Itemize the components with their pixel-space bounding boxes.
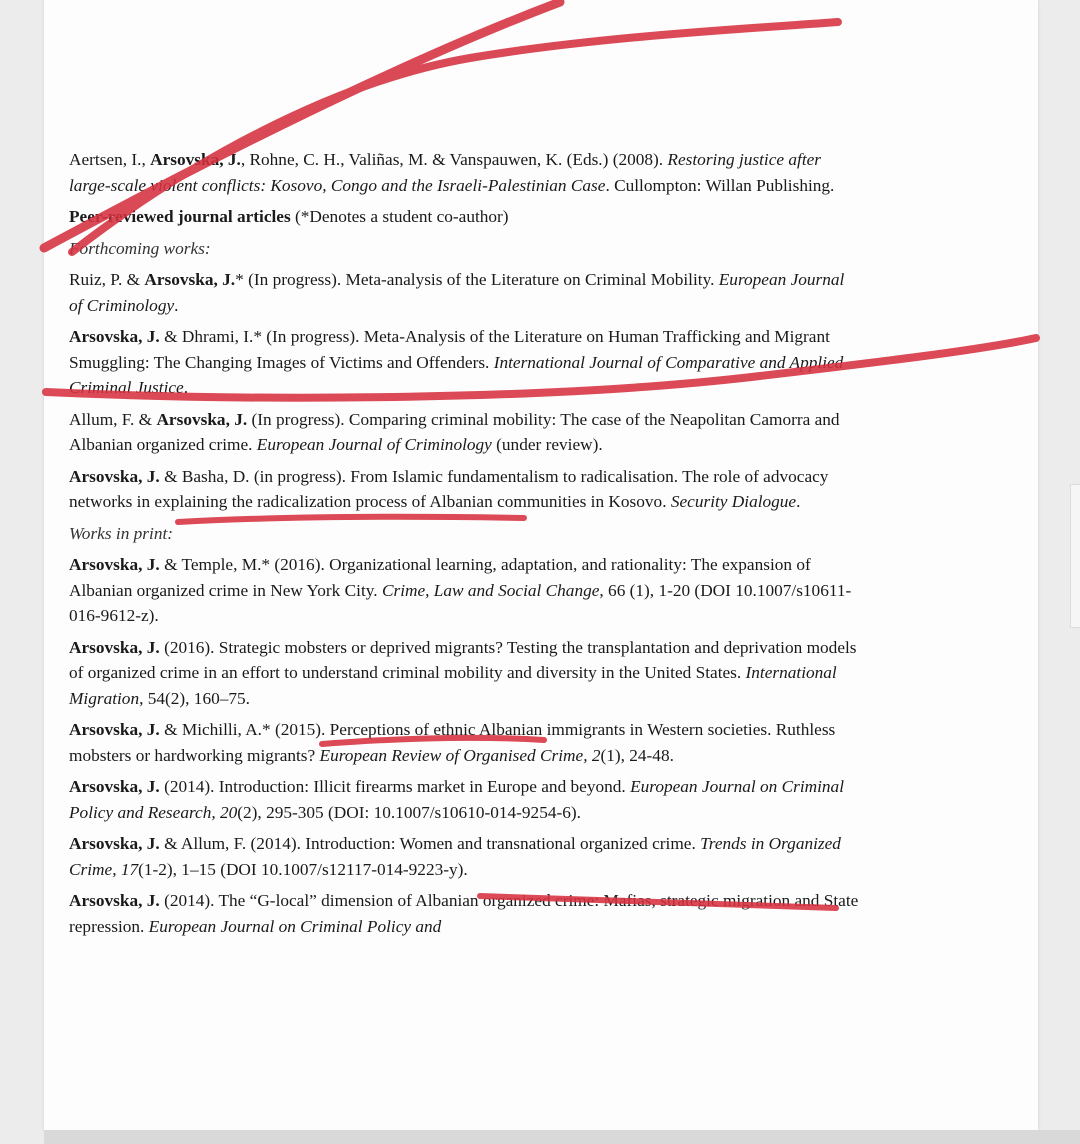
- reference-text: & Allum, F. (2014). Introduction: Women and transnational organized crime.: [159, 834, 701, 853]
- reference-text: (2014). The “G-local” dimension of Albanian organized crime: Mafias, strategic migration and State repression.: [69, 891, 859, 936]
- side-scroll-tab[interactable]: [1070, 484, 1080, 628]
- author-bold: Arsovska, J.: [150, 150, 241, 169]
- author-bold: Arsovska, J.: [144, 270, 236, 289]
- author-bold: Arsovska, J.: [69, 555, 160, 574]
- reference-text: (In progress). Comparing criminal mobility: The case of the Neapolitan Camorra and Albanian organized crime.: [69, 409, 840, 454]
- journal-title: European Review of Organised Crime, 2: [319, 745, 601, 765]
- forthcoming-entry: [69, 407, 859, 458]
- reference-text: (*Denotes a student co-author): [290, 207, 509, 226]
- author-bold: Arsovska, J.: [69, 720, 160, 739]
- in-print-entry: [69, 774, 859, 825]
- reference-text: (1-2), 1–15 (DOI 10.1007/s12117-014-9223-y).: [138, 859, 468, 879]
- journal-title: European Journal of Criminology: [69, 270, 845, 315]
- reference-text: Ruiz, P. &: [69, 270, 145, 289]
- in-print-entry: [69, 831, 859, 882]
- journal-title: Security Dialogue: [670, 492, 797, 511]
- in-print-entry: [69, 635, 859, 712]
- journal-title: Restoring justice after large-scale violent conflicts: Kosovo, Congo and the Israeli-Palestinian Case: [69, 150, 822, 195]
- author-bold: Arsovska, J.: [69, 777, 160, 796]
- reference-text: & Temple, M.* (2016). Organizational learning, adaptation, and rationality: The expansion of Albanian organized crime in New York City.: [69, 555, 811, 600]
- section-heading: [69, 204, 859, 230]
- journal-title: Trends in Organized Crime, 17: [69, 834, 841, 879]
- reference-text: , 66 (1), 1-20 (DOI 10.1007/s10611-016-9612-z).: [69, 580, 852, 625]
- reference-text: (2016). Strategic mobsters or deprived migrants? Testing the transplantation and deprivation models of organized crime in an effort to understand criminal mobility and diversity in the United States.: [69, 637, 857, 682]
- reference-text: . Cullompton: Willan Publishing.: [605, 175, 835, 195]
- author-bold: Arsovska, J.: [69, 891, 160, 910]
- reference-text: & Basha, D. (in progress). From Islamic fundamentalism to radicalisation. The role of advocacy networks in explaining the radicalization process of Albanian communities in Kosovo.: [69, 466, 829, 511]
- author-bold: Arsovska, J.: [156, 409, 248, 429]
- reference-text: (under review).: [491, 435, 603, 454]
- reference-text: Aertsen, I.,: [69, 150, 151, 169]
- forthcoming-label: Forthcoming works:: [69, 238, 211, 258]
- reference-text: (2), 295-305 (DOI: 10.1007/s10610-014-9254-6).: [237, 802, 581, 822]
- reference-text: Allum, F. &: [69, 409, 157, 429]
- in-print-entry: [69, 888, 859, 939]
- page-bottom-edge: [44, 1130, 1080, 1144]
- author-bold: Arsovska, J.: [69, 637, 160, 657]
- reference-text: (2014). Introduction: Illicit firearms market in Europe and beyond.: [159, 777, 631, 796]
- reference-text: & Michilli, A.* (2015). Perceptions of ethnic Albanian immigrants in Western societies. Ruthless mobsters or hardworking migrants?: [69, 720, 836, 765]
- in-print-entry: [69, 717, 859, 768]
- reference-text: , 54(2), 160–75.: [139, 688, 250, 708]
- forthcoming-entry: [69, 324, 859, 401]
- forthcoming-entry: [69, 267, 859, 318]
- reference-text: * (In progress). Meta-analysis of the Literature on Criminal Mobility.: [235, 270, 719, 289]
- author-bold: Arsovska, J.: [69, 834, 160, 853]
- reference-text: (1), 24-48.: [600, 745, 674, 765]
- journal-title: European Journal on Criminal Policy and: [148, 916, 442, 936]
- reference-entry-book: [69, 147, 859, 198]
- in-print-label: Works in print:: [69, 523, 174, 543]
- in-print-entry: [69, 552, 859, 629]
- author-bold: Arsovska, J.: [69, 466, 160, 486]
- reference-list: [69, 147, 859, 945]
- reference-text: .: [796, 492, 801, 511]
- author-bold: Peer-reviewed journal articles: [69, 207, 291, 226]
- journal-title: European Journal on Criminal Policy and Research, 20: [69, 777, 844, 822]
- journal-title: Crime, Law and Social Change: [381, 580, 600, 600]
- reference-text: .: [174, 295, 179, 315]
- reference-text: & Dhrami, I.* (In progress). Meta-Analysis of the Literature on Human Trafficking and Migrant Smuggling: The Changing Images of Victims and Offenders.: [69, 327, 830, 372]
- reference-text: , Rohne, C. H., Valiñas, M. & Vanspauwen, K. (Eds.) (2008).: [240, 150, 664, 169]
- journal-title: European Journal of Criminology: [256, 435, 492, 454]
- author-bold: Arsovska, J.: [69, 327, 160, 346]
- reference-text: .: [183, 378, 189, 397]
- journal-title: International Migration: [69, 663, 837, 708]
- journal-title: International Journal of Comparative and Applied Criminal Justice: [69, 352, 844, 397]
- forthcoming-entry: [69, 464, 859, 515]
